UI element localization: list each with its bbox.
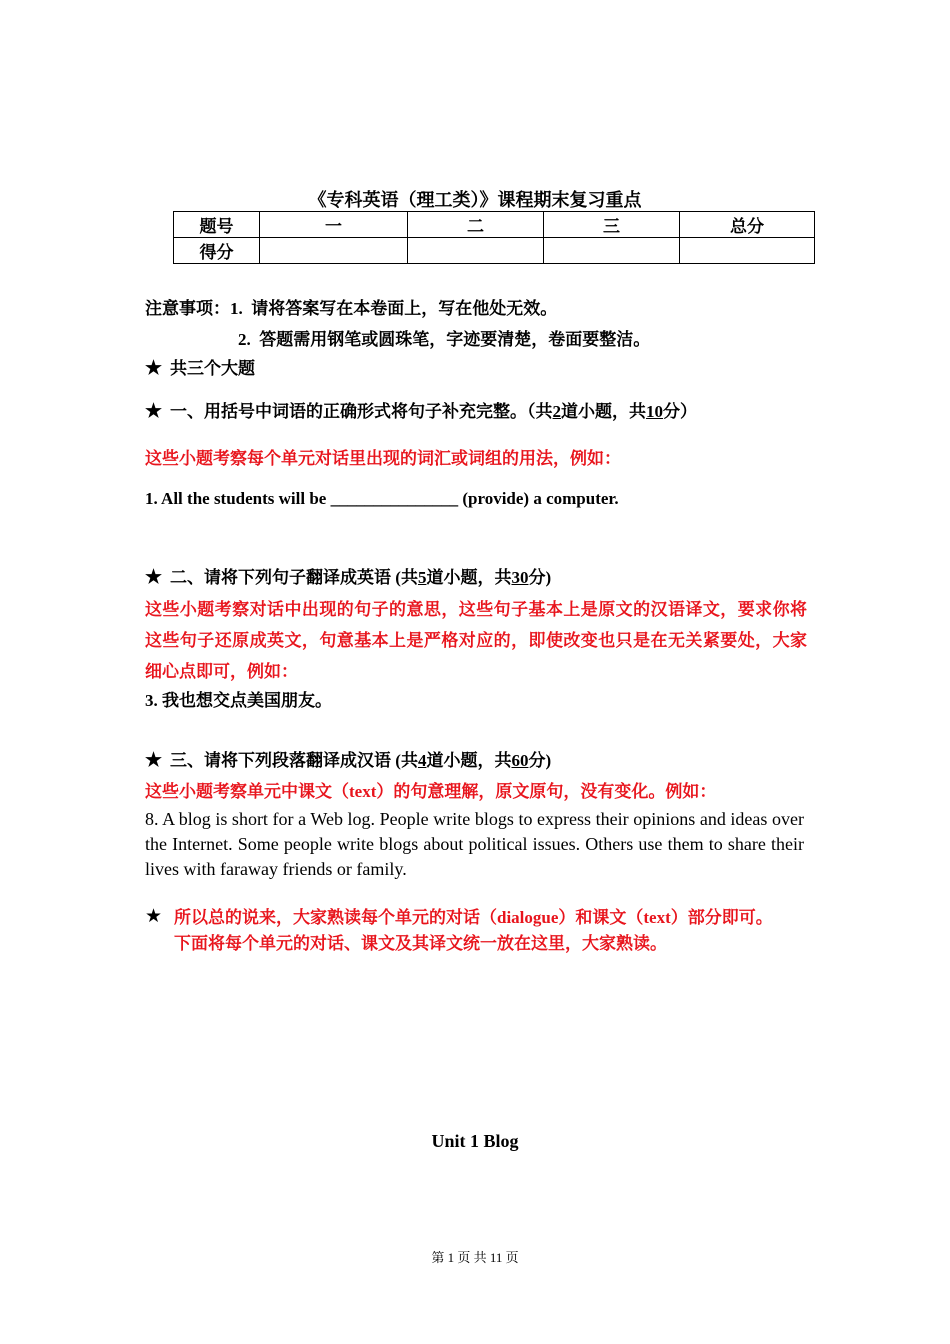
section-1-heading — [145, 397, 697, 423]
section-2-heading — [145, 563, 551, 589]
section-3-suffix: 分) — [528, 751, 552, 770]
section-3-heading — [145, 746, 551, 772]
star-icon: ★ — [145, 750, 163, 771]
note-1-text: 请将答案写在本卷面上，写在他处无效。 — [251, 299, 558, 318]
table-header-cell: 题号 — [174, 212, 260, 238]
section-2-hint: 这些小题考察对话中出现的句子的意思，这些句子基本上是原文的汉语译文，要求你将这些句子还原成英文，句意基本上是严格对应的，即使改变也只是在无关紧要处，大家细心点即可，例如： — [145, 600, 807, 681]
table-row-label: 得分 — [174, 238, 260, 264]
footer-mid: 页 共 — [457, 1250, 487, 1265]
notes-line-2 — [238, 325, 650, 350]
notes-line-1 — [145, 294, 557, 319]
footer-post: 页 — [505, 1250, 519, 1265]
footer-pre: 第 — [431, 1250, 445, 1265]
section-1-hint: 这些小题考察每个单元对话里出现的词汇或词组的用法，例如： — [145, 449, 621, 468]
table-header-cell: 三 — [544, 212, 680, 238]
section-1-points: 10 — [646, 402, 664, 421]
score-table — [173, 211, 815, 264]
section-3-count: 4 — [417, 751, 427, 770]
section-3-prefix: 三、请将下列段落翻译成汉语 (共 — [170, 751, 418, 770]
section-1-suffix: 分） — [663, 402, 698, 421]
summary-block — [174, 905, 814, 957]
notes-label: 注意事项： — [145, 299, 230, 318]
section-2-prefix: 二、请将下列句子翻译成英语 (共 — [170, 568, 418, 587]
star-icon: ★ — [145, 401, 163, 422]
section-2-points: 30 — [511, 568, 529, 587]
page-footer — [0, 1247, 950, 1266]
star-icon: ★ — [145, 567, 163, 588]
section-2-suffix: 分) — [528, 568, 552, 587]
table-header-cell: 总分 — [680, 212, 815, 238]
section-2-mid: 道小题，共 — [426, 568, 512, 587]
footer-page-number: 1 — [447, 1250, 455, 1265]
star-icon: ★ — [145, 906, 163, 927]
section-1-example: 1. All the students will be _______________ (provide) a computer. — [145, 489, 619, 508]
score-cell — [680, 238, 815, 264]
score-table-header-row — [174, 212, 815, 238]
section-3-mid: 道小题，共 — [426, 751, 512, 770]
score-table-score-row — [174, 238, 815, 264]
summary-line-1: 所以总的说来，大家熟读每个单元的对话（dialogue）和课文（text）部分即可。 — [174, 908, 773, 927]
summary-line-2: 下面将每个单元的对话、课文及其译文统一放在这里，大家熟读。 — [174, 934, 667, 953]
score-cell — [260, 238, 408, 264]
section-3-hint: 这些小题考察单元中课文（text）的句意理解，原文原句，没有变化。例如： — [145, 782, 717, 801]
table-header-cell: 二 — [408, 212, 544, 238]
section-3-points: 60 — [511, 751, 529, 770]
section-2-example: 3. 我也想交点美国朋友。 — [145, 691, 332, 710]
section-2-count: 5 — [417, 568, 427, 587]
document-title: 《专科英语（理工类）》课程期末复习重点 — [308, 190, 642, 210]
unit-title: Unit 1 Blog — [431, 1131, 519, 1151]
note-2-number: 2. — [238, 330, 251, 349]
section-1-count: 2 — [552, 402, 562, 421]
note-2-text: 答题需用钢笔或圆珠笔，字迹要清楚，卷面要整洁。 — [259, 330, 651, 349]
score-cell — [408, 238, 544, 264]
section-1-prefix: 一、用括号中词语的正确形式将句子补充完整。（共 — [170, 402, 553, 421]
section-1-mid: 道小题，共 — [561, 402, 647, 421]
section-3-example: 8. A blog is short for a Web log. People write blogs to express their opinions and ideas over the Internet. Some people write blogs about political issues. Others use them to share their lives with faraway friends or family. — [145, 809, 804, 879]
overview-text: 共三个大题 — [170, 359, 256, 378]
note-1-number: 1. — [230, 299, 243, 318]
score-cell — [544, 238, 680, 264]
overview-line — [145, 354, 255, 380]
star-icon: ★ — [145, 358, 163, 379]
table-header-cell: 一 — [260, 212, 408, 238]
footer-total-pages: 11 — [489, 1250, 503, 1265]
